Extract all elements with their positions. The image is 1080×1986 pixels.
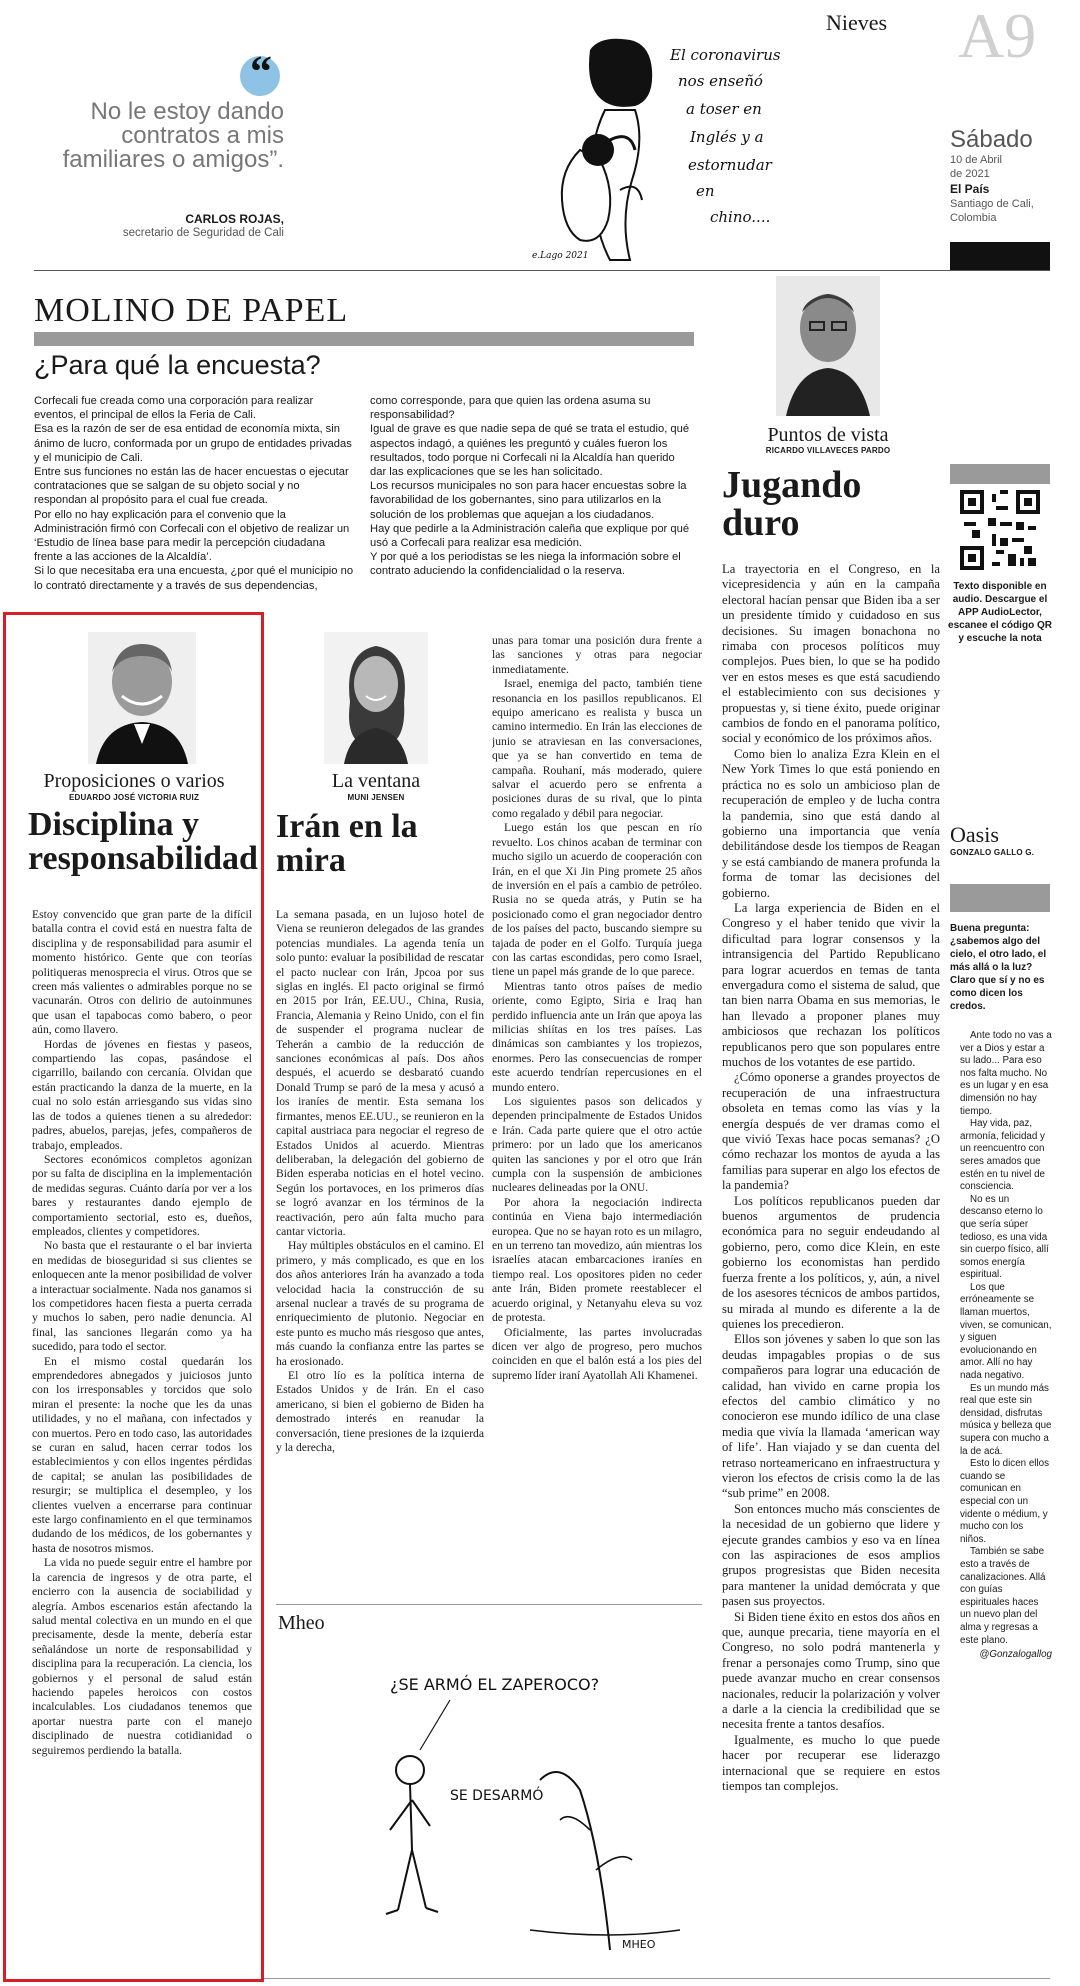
- mheo-title: Mheo: [278, 1612, 325, 1634]
- puntos-body: [722, 562, 940, 1974]
- molino-col-2: como corresponde, para que quien las ordena asuma su responsabilidad? Igual de grave es que nadie sepa de qué se trata el estudio, qué aspectos indagó, a quiénes les preguntó y cuáles fueron los resultados, todo porque ni Corfecali ni la Alcaldía han querido dar las explicaciones que se les han solicitado. Los recursos municipales no son para hacer encuestas sobre la favorabilidad de los gobernantes, sino para utilizarlos en la solución de los problemas que aquejan a los ciudadanos. Hay que pedirle a la Administración caleña que explique por qué usó a Corfecali para realizar esa medición. Y por qué a los periodistas se les niega la información sobre el contrato aduciendo la confidencialidad o la reserva.: [370, 395, 690, 578]
- ventana-column-name: La ventana: [331, 770, 421, 792]
- oasis-p5: Es un mundo más real que este sin densidad, disfrutas música y belleza que supera con mucho a la de acá.: [960, 1382, 1052, 1457]
- proposiciones-author: EDUARDO JOSÉ VICTORIA RUIZ: [68, 793, 200, 802]
- oasis-body: [960, 1030, 1052, 1950]
- puntos-p8: Si Biden tiene éxito en estos dos años en que, aunque precaria, tiene mayoría en el Congreso, no solo podrá mantenerla y frenar a personajes como Trump, sino que puede avanzar mucho en crear consensos nacionales, reducir la polarización y volver a darle a la ciencia la credibilidad que se necesita frente a tantos desafíos.: [722, 1609, 940, 1732]
- molino-gray-bar: [34, 332, 694, 346]
- ventana-p9: Por ahora la negociación indirecta continúa en Viena bajo intermediación europea. Que no se hayan roto es un milagro, en un terreno tan movedizo, aún mientras los israelíes atacan embarcaciones iraníes en tiempo real. Los opositores piden no ceder ante Irán, Biden promete reestablecer el acuerdo original, y Netanyahu eleva su voz de protesta.: [492, 1195, 702, 1325]
- puntos-p5: Los políticos republicanos pueden dar buenos argumentos de prudencia económica para no seguir endeudando al gobierno, pero, como dice Klein, en este gobierno los economistas han perdido fuerza frente a los políticos, y, aún, a nivel de los asesores técnicos de ambos partidos, su mirada al mundo es diferente a la de quienes los precedieron.: [722, 1193, 940, 1331]
- puntos-headline: Jugando duro: [722, 464, 862, 544]
- cartoon-caption-7: chino....: [710, 208, 771, 226]
- mheo-signature: MHEO: [622, 1938, 656, 1951]
- issue-day: Sábado: [950, 126, 1033, 153]
- bottom-rule: [264, 1978, 1050, 1979]
- puntos-p4: ¿Cómo oponerse a grandes proyectos de recuperación de una infraestructura obsoleta en temas como las vías y la energía después de ver dramas como el que vivió Texas hace pocas semanas? ¿O cómo rechazar los montos de ayuda a las familias para superar en algo los efectos de la pandemia?: [722, 1070, 940, 1193]
- cartoon-caption-5: estornudar: [688, 156, 772, 174]
- issue-date-1: 10 de Abril: [950, 154, 1002, 166]
- mheo-rule: [276, 1604, 702, 1605]
- paper-name: El País: [950, 182, 990, 196]
- oasis-p3: No es un descanso eterno lo que sería súper tedioso, es una vida sin cuerpo físico, allí somos energía espiritual.: [960, 1193, 1049, 1281]
- cartoon-caption-4: Inglés y a: [690, 128, 764, 146]
- ventana-p8: Los siguientes pasos son delicados y dependen principalmente de Estados Unidos e Irán. Cada parte quiere que el otro actúe primero: por un lado que los americanos quiten las sanciones y por el otro que Irán cumpla con la suspensión de ambiciones nucleares delineadas por la ONU.: [492, 1095, 702, 1195]
- jensen-photo: [324, 632, 428, 764]
- proposiciones-body: [32, 908, 252, 1972]
- puntos-column-name: Puntos de vista: [767, 424, 889, 446]
- ventana-p2: Hay múltiples obstáculos en el camino. El primero, y más complicado, es que en los dos años anteriores Irán ha avanzado a toda velocidad hacia la construcción de su arsenal nuclear a través de su programa de enriquecimiento de plutonio. Negociar en este punto es mucho más riesgoso que antes, más cuando la confianza entre las partes se ha erosionado.: [276, 1239, 484, 1368]
- oasis-p7: También se sabe esto a través de canalizaciones. Allá con guías espirituales haces un nuevo plan del alma y regresas a este plano.: [960, 1546, 1046, 1646]
- mheo-bubble-bottom: SE DESARMÓ: [450, 1788, 544, 1804]
- proposiciones-p1: Estoy convencido que gran parte de la difícil batalla contra el covid está en nuestra falta de disciplina y de responsabilidad para asumir el momento histórico. Gente que con teorías politiqueras menosprecia el virus. Otros que se creen más valientes o admirables porque no se vacunarán. Otros con delirio de autoinmunes que usan el tapabocas como babero, o peor aún, como llavero.: [32, 908, 252, 1037]
- puntos-p9: Igualmente, es mucho lo que puede hacer por recuperar ese liderazgo internacional que se requiere en estos tiempos tan complejos.: [722, 1732, 940, 1794]
- puntos-p6: Ellos son jóvenes y saben lo que son las deudas impagables propias o de sus compañeros para lograr una educación de calidad, han vivido en carne propia los efectos del cambio climático y no conocieron ese mundo idílico de una clase media que vivía la llamada ‘american way of life’. Han viajado y se dan cuenta del retraso norteamericano en infraestructura y vieron los efectos de crisis como la de las “sub prime” en 2008.: [722, 1332, 940, 1501]
- ventana-p10: Oficialmente, las partes involucradas dicen ver algo de progreso, pero muchos coinciden en que el balón está a los pies del supremo líder iraní Ayatollah Ali Khamenei.: [492, 1325, 702, 1382]
- oasis-lead: Buena pregunta: ¿sabemos algo del cielo, el otro lado, el más allá o la luz? Claro que sí y no es como dicen los credos.: [950, 923, 1047, 1012]
- proposiciones-p3: Sectores económicos completos agonizan por su falta de disciplina en la implementación de medidas seguras. Cuánto daría por ver a los bares y restaurantes dando ejemplo de comportamiento sectorial, esto es, dueños, empleados, clientes y competidores.: [32, 1152, 252, 1238]
- ventana-p3: El otro lío es la política interna de Estados Unidos y de Irán. En el caso americano, si bien el gobierno de Biden ha demostrado interés en reanudar la conversación, tiene presiones de la izquierda y la derecha,: [276, 1369, 484, 1455]
- oasis-p2: Hay vida, paz, armonía, felicidad y un reencuentro con seres amados que estén en tu nivel de consciencia.: [960, 1118, 1045, 1193]
- oasis-p6: Esto lo dicen ellos cuando se comunican en especial con un vidente o médium, y mucho con los niños.: [960, 1458, 1049, 1545]
- victoria-photo: [88, 632, 196, 764]
- quote-author: CARLOS ROJAS,: [185, 212, 284, 226]
- city-2: Colombia: [950, 212, 997, 224]
- oasis-p4: Los que erróneamente se llaman muertos, viven, se comunican, y siguen evolucionando en amor. Allí no hay nada negativo.: [960, 1281, 1052, 1382]
- puntos-p7: Son entonces mucho más conscientes de la necesidad de un gobierno que lidere y ejecute grandes cambios y eso va en línea con las aspiraciones de esos amplios grupos progresistas que Biden necesita para mantener la unidad demócrata y que pasen sus proyectos.: [722, 1501, 940, 1609]
- ventana-p5: Israel, enemiga del pacto, también tiene resonancia en los pasillos republicanos. El equipo americano es realista y busca un camino intermedio. En Irán las elecciones de junio se atraviesan en las conversaciones, que ya se han convertido en tema de campaña. Rouhaní, más moderado, quiere salvar el acuerdo pero se enfrenta a posiciones duras de su rival, que lo pinta como regalado y débil para negociar.: [492, 677, 702, 820]
- nieves-cartoon: [520, 30, 860, 270]
- page-number: A9: [958, 0, 1037, 71]
- quote-author-role: secretario de Seguridad de Cali: [122, 227, 284, 239]
- ventana-p6: Luego están los que pescan en río revuelto. Los chinos acaban de terminar con mucho sigilo un acuerdo de cooperación con Irán, en el que Xi Jin Ping promete 25 años de inversión en el país a cambio de petróleo. Rusia no se queda atrás, y Putin se ha posicionado como el gran negociador dentro de los países del pacto, buscando siempre su tajada de poder en el Golfo. Turquía juega con las cartas escondidas, pero como Israel, tiene un papel más grande de lo que parece.: [492, 821, 702, 979]
- ventana-col-1: [276, 908, 484, 1598]
- proposiciones-p2: Hordas de jóvenes en fiestas y paseos, compartiendo las copas, pasándose el cigarrillo, bailando con cercanía. Olvidan que están practicando la danza de la muerte, en la cual no solo están arriesgando sus vidas sino las de todos a quienes tienen a su alrededor: padres, abuelos, parejas, jefes, compañeros de trabajo, empleados.: [32, 1037, 252, 1152]
- cartoon-child-head: [582, 134, 614, 166]
- quote-text: No le estoy dando contratos a mis familiares o amigos”.: [62, 98, 284, 173]
- audio-note: Texto disponible en audio. Descargue el APP AudioLector, escanee el código QR y escuche la nota: [948, 581, 1052, 644]
- mheo-bubble-top: ¿SE ARMÓ EL ZAPEROCO?: [390, 1675, 600, 1694]
- cartoon-caption-1: El coronavirus: [670, 46, 781, 64]
- puntos-p2: Como bien lo analiza Ezra Klein en el New York Times lo que está poniendo en práctica no es solo un ambicioso plan de recuperación de empleo y de lucha contra la pandemia, sino que está dando al gobierno una importancia que venía debilitándose desde los tiempos de Reagan y se está cambiando de manera profunda la forma de tomar las decisiones del gobierno.: [722, 746, 940, 900]
- oasis-p1: Ante todo no vas a ver a Dios y estar a su lado... Para eso nos falta mucho. No es un lugar y en esa dimensión no hay tiempo.: [960, 1030, 1052, 1117]
- mheo-cartoon: [360, 1650, 700, 1970]
- ventana-p1: La semana pasada, en un lujoso hotel de Viena se reunieron delegados de las grandes potencias mundiales. La agenda tenía un solo punto: evaluar la posibilidad de rescatar el pacto nuclear con Irán, Jpcoa por sus siglas en inglés. El pacto original se firmó en 2015 por Irán, EE.UU., China, Rusia, Francia, Alemania y Reino Unido, con el fin de suspender el programa nuclear de Teherán a cambio de la reducción de sanciones económicas al país. Dos años después, el acuerdo se desbarató cuando Donald Trump se paró de la mesa y acusó a los iraníes de mentir. Esta semana los firmantes, menos EE.UU., se reunieron en la capital austriaca para negociar el regreso de Estados Unidos al acuerdo. Mientras deliberaban, la delegación del gobierno de Biden esperaba noticias en el hotel vecino. Según los portavoces, en los primeros días se logró avanzar en los términos de la reactivación, pero aún falta mucho para cantar victoria.: [276, 908, 484, 1238]
- cartoon-caption-6: en: [696, 182, 715, 200]
- cartoon-signature: e.Lago 2021: [532, 251, 589, 261]
- molino-headline: ¿Para qué la encuesta?: [34, 350, 321, 380]
- quote-mark: “: [250, 47, 272, 96]
- city-1: Santiago de Cali,: [950, 198, 1034, 210]
- cartoon-caption-2: nos enseñó: [678, 72, 763, 90]
- masthead-rule: [34, 270, 1050, 271]
- oasis-handle[interactable]: @Gonzalogallog: [979, 1649, 1052, 1661]
- ventana-col-2: [492, 634, 702, 1562]
- proposiciones-p6: La vida no puede seguir entre el hambre por la carencia de ingresos y de otra parte, el encierro con la ausencia de sociabilidad y alegría. Ambos escenarios están afectando la salud mental colectiva en un mundo en el que precisamente, desde la mente, debería estar señalándose un norte de responsabilidad y disciplina para la recuperación. La ciencia, los gobiernos y el personal de salud están haciendo papeles heroicos con costos incalculables. Los ciudadanos tenemos que aportar nuestra parte con el manejo disciplinado de nuestra cotidianidad o seguiremos perdiendo la batalla.: [32, 1556, 252, 1757]
- quote-bubble: [240, 47, 280, 96]
- ventana-author: MUNI JENSEN: [347, 793, 405, 802]
- molino-section-title: MOLINO DE PAPEL: [34, 292, 349, 329]
- section-label: Nieves: [826, 10, 888, 35]
- villaveces-photo: [776, 276, 880, 416]
- ventana-p4: unas para tomar una posición dura frente a las sanciones y otras para negociar inmediatamente.: [492, 634, 702, 676]
- oasis-column-name: Oasis: [950, 822, 999, 847]
- proposiciones-p5: En el mismo costal quedarán los emprendedores abnegados y juiciosos junto con los irresponsables y torcidos que solo miran el presente: la noche que les da unas utilidades, y no el mañana, con infectados y con muertos. Pero en todo caso, las autoridades se curan en salud, hacen cerrar todos los establecimientos y con ellos ingentes pérdidas de capital; se anulan las posibilidades de resurgir; se multiplica el desempleo, y los clientes vuelven a encerrarse para continuar este largo confinamiento en el que terminamos dudando de los médicos, de los gobernantes y hasta de nosotros mismos.: [32, 1354, 252, 1555]
- qr-code[interactable]: [960, 490, 1040, 570]
- puntos-p1: La trayectoria en el Congreso, en la vicepresidencia y aún en la campaña electoral hacían pensar que Biden iba a ser un presidente tímido y cuidadoso en sus decisiones. Su imagen bonachona no rimaba con procesos políticos muy complejos. Pues bien, lo que se ha podido ver en estos meses es que está sacudiendo el establecimiento con sus decisiones y propuestas y, si tiene éxito, puede originar cambios de fondo en el panorama político, social y económico de los próximos años.: [722, 562, 940, 746]
- issue-date-2: de 2021: [950, 168, 990, 180]
- audio-bar: [950, 464, 1050, 484]
- cartoon-adult-head: [589, 39, 652, 107]
- ventana-headline: Irán en la mira: [276, 808, 418, 879]
- proposiciones-headline: Disciplina y responsabilidad: [28, 806, 258, 877]
- puntos-p3: La larga experiencia de Biden en el Congreso y el haber tenido que vivir la dificultad para lograr consensos y la intransigencia del Partido Republicano para lograr acuerdos en temas de tanta envergadura como el sistema de salud, que tan bien narra Obama en sus memorias, le han llevado a proponer planes muy ambiciosos que rechazan los políticos republicanos pero que son populares entre muchos de los votantes de ese partido.: [722, 900, 940, 1069]
- proposiciones-column-name: Proposiciones o varios: [43, 770, 225, 792]
- ventana-p7: Mientras tanto otros países de medio oriente, como Egipto, Siria e Iraq han perdido influencia ante un Irán que apoya las milicias shiítas en los tres países. Las dinámicas son cambiantes y los tropiezos, enormes. Pero las consecuencias de romper este acuerdo tendrían repercusiones en el mundo entero.: [492, 979, 702, 1094]
- cartoon-caption-3: a toser en: [686, 100, 762, 118]
- puntos-author: RICARDO VILLAVECES PARDO: [765, 446, 891, 455]
- oasis-gray-bar: [950, 884, 1050, 912]
- molino-col-1: Corfecali fue creada como una corporación para realizar eventos, el principal de ellos la Feria de Cali. Esa es la razón de ser de esa entidad de economía mixta, sin ánimo de lucro, conformada por un grupo de entidades privadas y el municipio de Cali. Entre sus funciones no están las de hacer encuestas o ejecutar contrataciones que se salgan de su objeto social y no respondan al propósito para el cual fue creada. Por ello no hay explicación para el convenio que la Administración firmó con Corfecali con el objetivo de realizar un ‘Estudio de línea base para medir la percepción ciudadana frente a las acciones de la Alcaldía’. Si lo que necesitaba era una encuesta, ¿por qué el municipio no lo contrató directamente y a través de sus dependencias,: [34, 395, 354, 592]
- proposiciones-p4: No basta que el restaurante o el bar invierta en medidas de bioseguridad si sus clientes se enloquecen ante la menor posibilidad de volver a interactuar socialmente. Nada nos ganamos si los competidores hacen fiesta a puerta cerrada y muchos lo saben, pero nadie denuncia. Al final, las sanciones llegarán como ya ha sucedido, para todo el sector.: [32, 1239, 252, 1354]
- mheo-figure-head: [396, 1756, 424, 1784]
- oasis-author: GONZALO GALLO G.: [950, 848, 1035, 857]
- black-box: [950, 242, 1050, 270]
